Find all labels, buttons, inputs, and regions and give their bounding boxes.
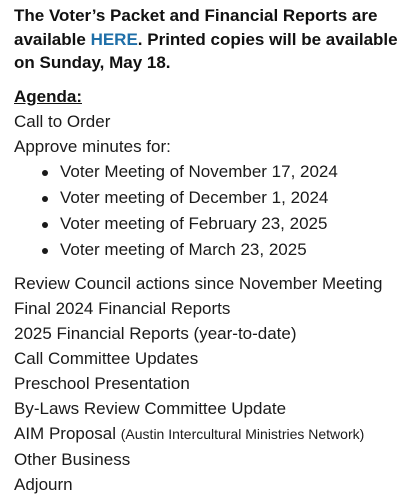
agenda-item-preschool: Preschool Presentation <box>14 373 190 393</box>
intro-text-after: . Printed copies will be available on Sunday, May 18. <box>14 29 398 72</box>
minutes-list <box>14 159 414 263</box>
here-link[interactable]: HERE <box>90 29 138 49</box>
list-item <box>42 237 414 263</box>
minutes-item-label: Voter meeting of March 23, 2025 <box>60 239 307 259</box>
list-item <box>42 159 414 185</box>
agenda-item-review-council: Review Council actions since November Meeting <box>14 273 383 293</box>
agenda-item-call-to-order: Call to Order <box>14 111 111 131</box>
agenda-item-adjourn: Adjourn <box>14 474 73 494</box>
bullet-icon <box>42 170 48 176</box>
aim-proposal-label: AIM Proposal <box>14 423 121 443</box>
intro-paragraph <box>14 4 414 75</box>
agenda-heading: Agenda: <box>14 86 82 106</box>
agenda-item-other-business: Other Business <box>14 449 131 469</box>
agenda-item-final-2024-reports: Final 2024 Financial Reports <box>14 298 231 318</box>
list-item <box>42 185 414 211</box>
bullet-icon <box>42 248 48 254</box>
bullet-icon <box>42 196 48 202</box>
agenda-item-aim-proposal <box>14 421 414 447</box>
minutes-item-label: Voter meeting of February 23, 2025 <box>60 213 328 233</box>
bullet-icon <box>42 222 48 228</box>
minutes-item-label: Voter meeting of December 1, 2024 <box>60 187 329 207</box>
agenda-items <box>14 271 414 497</box>
announcement <box>14 4 414 497</box>
minutes-item-label: Voter Meeting of November 17, 2024 <box>60 161 338 181</box>
list-item <box>42 211 414 237</box>
aim-proposal-note: (Austin Intercultural Ministries Network) <box>120 425 365 442</box>
agenda-item-call-committee: Call Committee Updates <box>14 348 199 368</box>
agenda-item-bylaws: By-Laws Review Committee Update <box>14 398 287 418</box>
intro-text-before: The Voter’s Packet and Financial Reports are available <box>14 6 378 49</box>
agenda-item-2025-reports: 2025 Financial Reports (year-to-date) <box>14 323 297 343</box>
agenda-item-approve-minutes: Approve minutes for: <box>14 136 171 156</box>
